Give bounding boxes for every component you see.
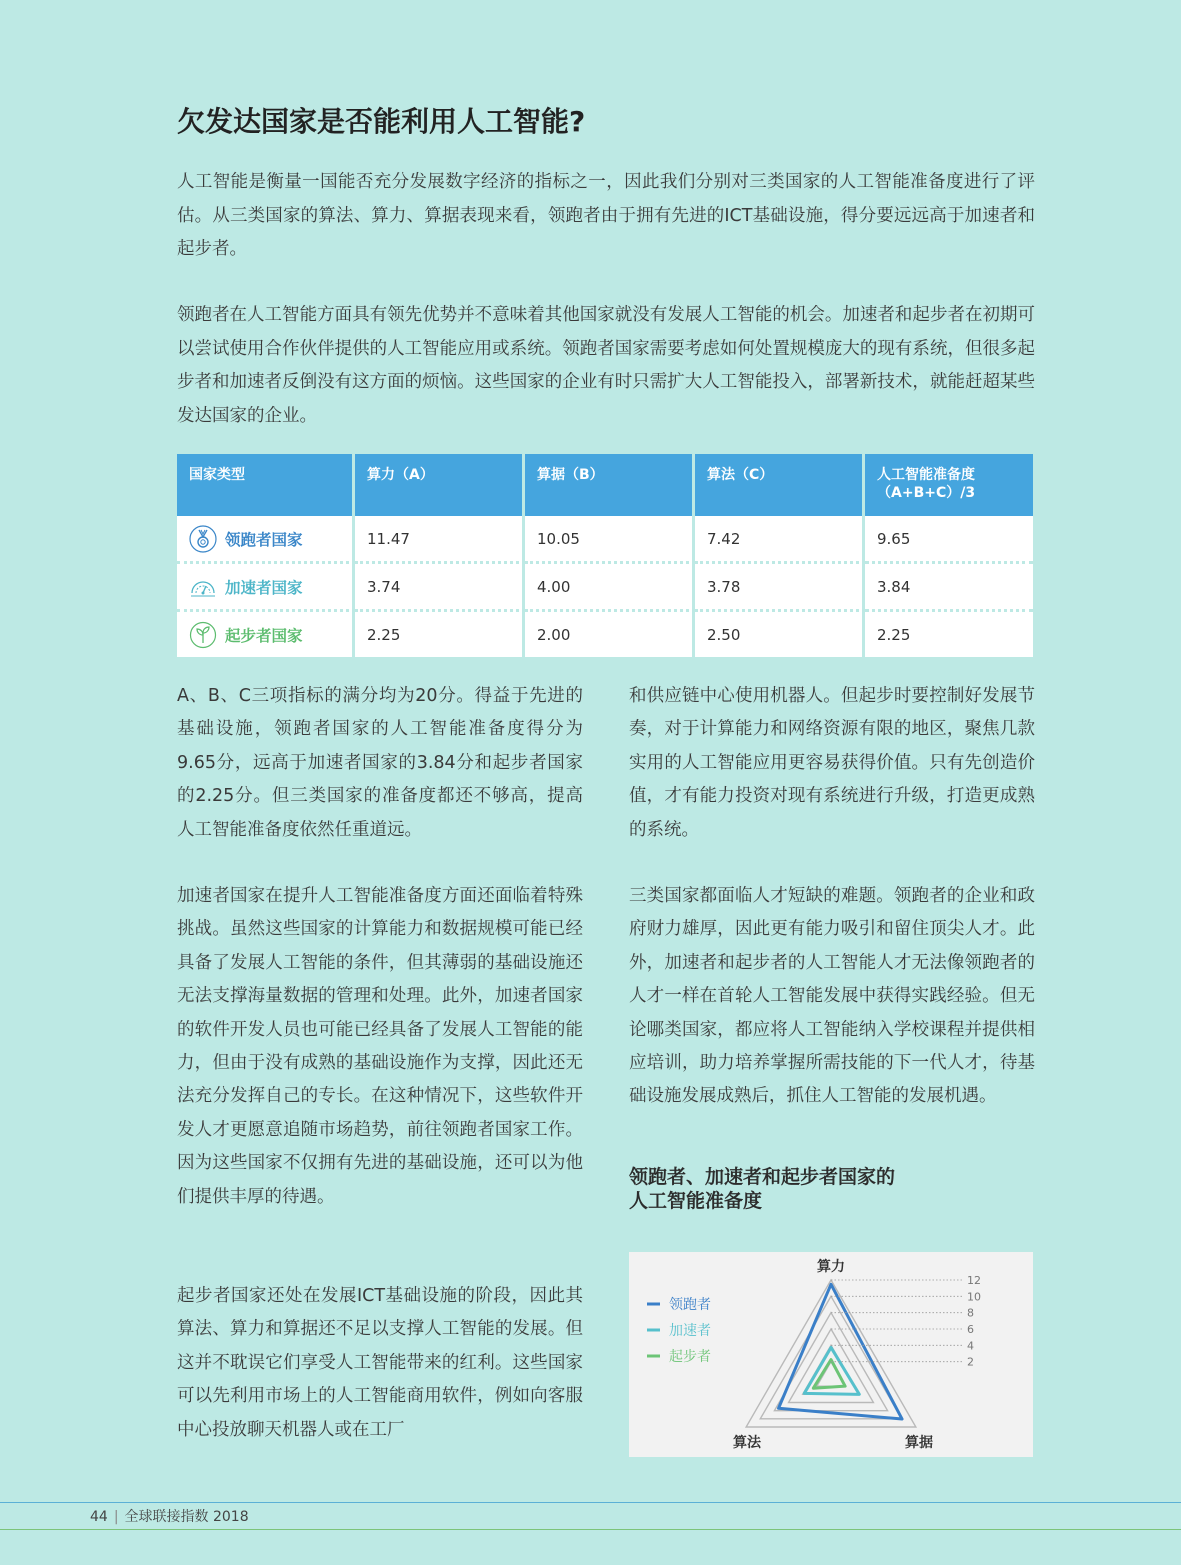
axis-label-compute: 算力 xyxy=(817,1259,845,1275)
header-data: 算据（B） xyxy=(525,454,695,516)
chart-title-line-2: 人工智能准备度 xyxy=(629,1190,763,1212)
footer-rule-bottom xyxy=(0,1529,1181,1530)
right-paragraph-1: 和供应链中心使用机器人。但起步时要控制好发展节奏，对于计算能力和网络资源有限的地区，聚焦几款实用的人工智能应用更容易获得价值。只有先创造价值，才有能力投资对现有系统进行升级，打造更成熟的系统。 xyxy=(629,686,1035,840)
category-frontrunner xyxy=(189,525,340,553)
radar-chart-panel xyxy=(629,1252,1033,1457)
page-number: 44 xyxy=(90,1509,108,1525)
radar-series xyxy=(779,1284,903,1419)
medal-icon xyxy=(189,525,217,553)
compute-value: 3.74 xyxy=(355,564,525,612)
radar-grid xyxy=(746,1280,916,1427)
table-header-row xyxy=(177,454,1033,516)
legend-label: 起步者 xyxy=(669,1349,711,1365)
readiness-value: 9.65 xyxy=(865,516,1033,564)
intro-paragraph-1: 人工智能是衡量一国能否充分发展数字经济的指标之一，因此我们分别对三类国家的人工智能准备度进行了评估。从三类国家的算法、算力、算据表现来看，领跑者由于拥有先进的ICT基础设施，得分要远远高于加速者和起步者。 xyxy=(177,172,1035,259)
footer xyxy=(90,1506,249,1526)
data-value: 2.00 xyxy=(525,612,695,657)
header-readiness xyxy=(865,454,1033,516)
legend-label: 领跑者 xyxy=(669,1297,711,1313)
page-title: 欠发达国家是否能利用人工智能? xyxy=(177,105,586,138)
radar-grid-ring xyxy=(746,1280,916,1427)
tick-label: 6 xyxy=(967,1323,974,1336)
data-value: 4.00 xyxy=(525,564,695,612)
data-value: 10.05 xyxy=(525,516,695,564)
compute-value: 11.47 xyxy=(355,516,525,564)
category-label: 起步者国家 xyxy=(225,626,303,645)
right-paragraph-2: 三类国家都面临人才短缺的难题。领跑者的企业和政府财力雄厚，因此更有能力吸引和留住顶尖人才。此外，加速者和起步者的人工智能人才无法像领跑者的人才一样在首轮人工智能发展中获得实践经验。但无论哪类国家，都应将人工智能纳入学校课程并提供相应培训，助力培养掌握所需技能的下一代人才，待基础设施发展成熟后，抓住人工智能的发展机遇。 xyxy=(629,886,1035,1107)
footer-rule-top xyxy=(0,1502,1181,1503)
sprout-icon xyxy=(189,621,217,649)
axis-label-algorithm: 算法 xyxy=(733,1435,761,1451)
tick-label: 12 xyxy=(967,1274,981,1287)
radar-series-0 xyxy=(779,1284,903,1419)
readiness-value: 2.25 xyxy=(877,625,911,644)
axis-label-data: 算据 xyxy=(905,1435,933,1451)
tick-label: 2 xyxy=(967,1355,974,1369)
speedometer-icon xyxy=(189,573,217,601)
algorithm-value: 2.50 xyxy=(695,612,865,657)
algorithm-value: 7.42 xyxy=(695,516,865,564)
chart-title xyxy=(629,1165,895,1213)
algorithm-value: 3.78 xyxy=(695,564,865,612)
category-starter xyxy=(189,621,340,649)
radar-chart xyxy=(629,1252,1033,1457)
left-paragraph-2: 加速者国家在提升人工智能准备度方面还面临着特殊挑战。虽然这些国家的计算能力和数据规模可能已经具备了发展人工智能的条件，但其薄弱的基础设施还无法支撑海量数据的管理和处理。此外，加速者国家的软件开发人员也可能已经具备了发展人工智能的能力，但由于没有成熟的基础设施作为支撑，因此还无法充分发挥自己的专长。在这种情况下，这些软件开发人才更愿意追随市场趋势，前往领跑者国家工作。因为这些国家不仅拥有先进的基础设施，还可以为他们提供丰厚的待遇。 xyxy=(177,886,583,1207)
left-paragraph-1: A、B、C三项指标的满分均为20分。得益于先进的基础设施，领跑者国家的人工智能准备度得分为9.65分，远高于加速者国家的3.84分和起步者国家的2.25分。但三类国家的准备度都还不够高，提高人工智能准备度依然任重道远。 xyxy=(177,686,583,840)
left-paragraph-3: 起步者国家还处在发展ICT基础设施的阶段，因此其算法、算力和算据还不足以支撑人工智能的发展。但这并不耽误它们享受人工智能带来的红利。这些国家可以先利用市场上的人工智能商用软件，例如向客服中心投放聊天机器人或在工厂 xyxy=(177,1286,583,1440)
footer-separator: | xyxy=(113,1509,119,1525)
tick-label: 8 xyxy=(967,1306,974,1320)
category-accelerator xyxy=(189,573,340,601)
publication-name: 全球联接指数 2018 xyxy=(124,1509,249,1525)
table-row xyxy=(177,564,1033,612)
header-algorithm: 算法（C） xyxy=(695,454,865,516)
intro-paragraph-2: 领跑者在人工智能方面具有领先优势并不意味着其他国家就没有发展人工智能的机会。加速者和起步者在初期可以尝试使用合作伙伴提供的人工智能应用或系统。领跑者国家需要考虑如何处置规模庞大的现有系统，但很多起步者和加速者反倒没有这方面的烦恼。这些国家的企业有时只需扩大人工智能投入，部署新技术，就能赶超某些发达国家的企业。 xyxy=(177,305,1035,426)
chart-legend xyxy=(647,1296,711,1365)
radar-ticks xyxy=(831,1274,981,1369)
table-row xyxy=(177,516,1033,564)
readiness-value: 3.84 xyxy=(865,564,1033,612)
header-readiness-label: 人工智能准备度 xyxy=(877,467,975,483)
tick-label: 4 xyxy=(967,1339,974,1353)
category-label: 加速者国家 xyxy=(225,578,303,597)
compute-value: 2.25 xyxy=(355,612,525,657)
tick-label: 10 xyxy=(967,1290,981,1304)
category-label: 领跑者国家 xyxy=(225,530,303,549)
chart-divider xyxy=(629,1229,1033,1235)
readiness-table xyxy=(177,454,1033,657)
chart-title-line-1: 领跑者、加速者和起步者国家的 xyxy=(629,1166,896,1188)
header-compute: 算力（A） xyxy=(355,454,525,516)
header-country-type: 国家类型 xyxy=(177,454,355,516)
table-row xyxy=(177,612,1033,657)
legend-label: 加速者 xyxy=(669,1323,711,1339)
header-readiness-formula: （A+B+C）/3 xyxy=(877,485,976,501)
